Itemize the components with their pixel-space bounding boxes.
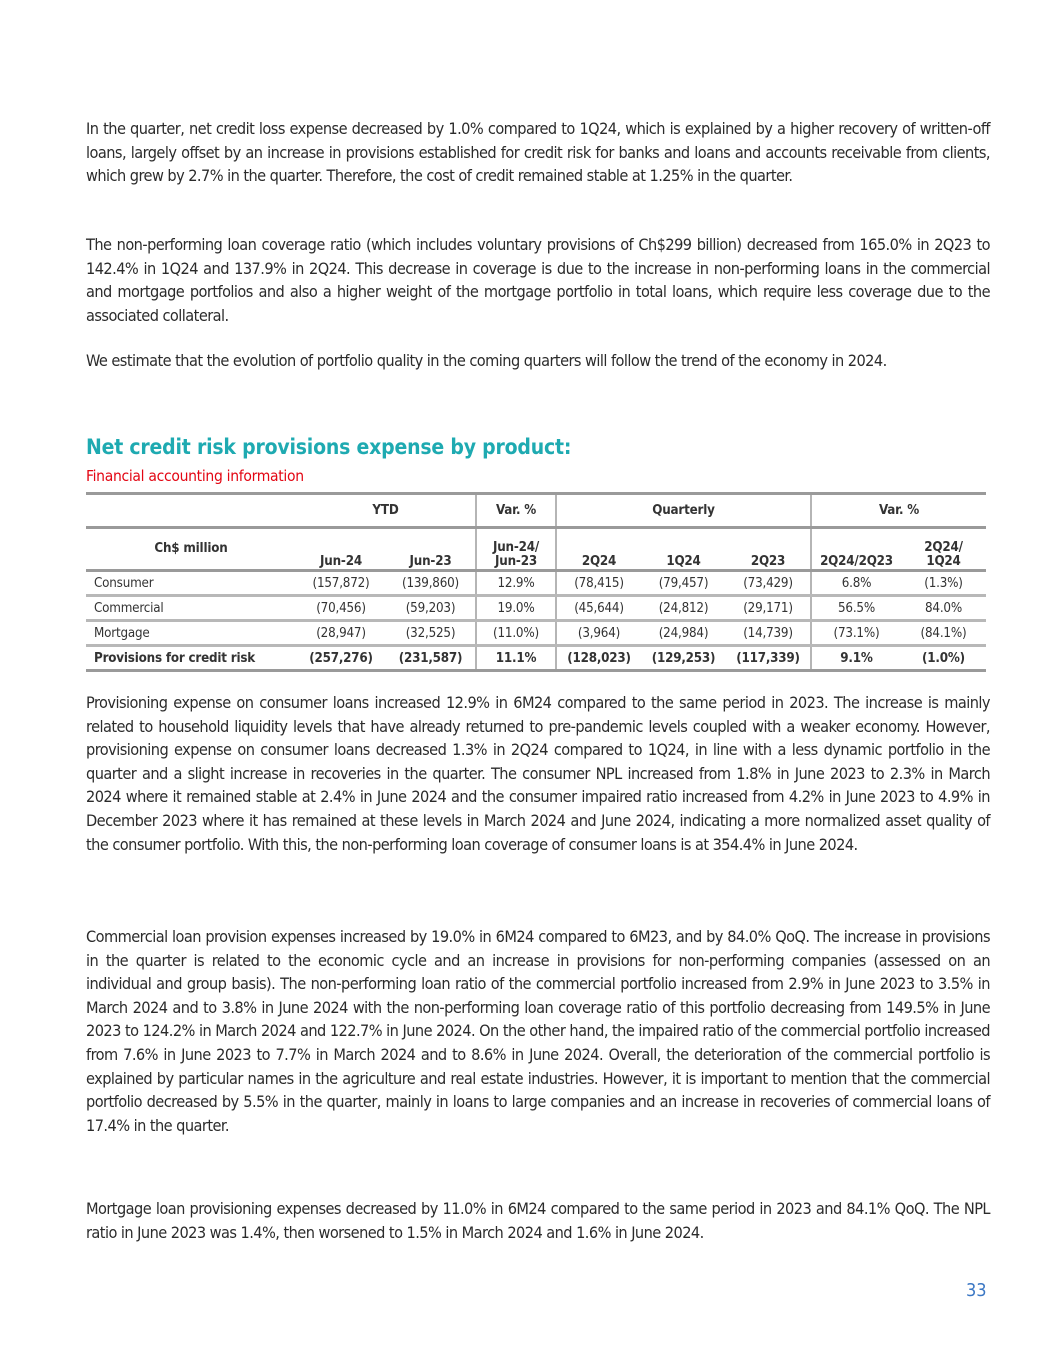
cell-2q24: (45,644) xyxy=(556,596,641,621)
table-column-header-row xyxy=(86,528,986,571)
column-header-var-ytd: Jun-24/ Jun-23 xyxy=(476,528,556,571)
cell-jun24: (257,276) xyxy=(296,646,386,671)
paragraph-commercial: Commercial loan provision expenses increased by 19.0% in 6M24 compared to 6M23, and by 84.0% QoQ. The increase in provisions in the quarter is related to the economic cycle and an increase in provisions for non-performing companies (assessed on an individual and group basis). The non-performing loan ratio of the commercial portfolio increased from 2.9% in June 2023 to 3.5% in March 2024 and to 3.8% in June 2024 with the non-performing loan coverage ratio of this portfolio decreasing from 149.5% in June 2023 to 124.2% in March 2024 and 122.7% in June 2024. On the other hand, the impaired ratio of the commercial portfolio increased from 7.6% in June 2023 to 7.7% in March 2024 and to 8.6% in June 2024. Overall, the deterioration of the commercial portfolio is explained by particular names in the agriculture and real estate industries. However, it is important to mention that the commercial portfolio decreased by 5.5% in the quarter, mainly in loans to large companies and an increase in recoveries of commercial loans of 17.4% in the quarter. xyxy=(86,927,990,1135)
table-header-empty xyxy=(86,494,296,528)
cell-2q23: (73,429) xyxy=(726,571,811,596)
cell-var-qoq: (1.3%) xyxy=(901,571,986,596)
section-subtitle: Financial accounting information xyxy=(86,467,304,485)
cell-var-ytd: 11.1% xyxy=(476,646,556,671)
table-row-total xyxy=(86,646,986,671)
provisions-table xyxy=(86,492,986,672)
group-header-quarterly: Quarterly xyxy=(556,494,811,528)
column-header-var-yoy: 2Q24/2Q23 xyxy=(811,528,901,571)
row-label: Provisions for credit risk xyxy=(86,646,296,671)
paragraph-outlook: We estimate that the evolution of portfolio quality in the coming quarters will follow the trend of the economy in 2024. xyxy=(86,351,887,370)
section-title: Net credit risk provisions expense by product: xyxy=(86,435,572,459)
cell-2q23: (117,339) xyxy=(726,646,811,671)
page-number: 33 xyxy=(966,1280,987,1301)
group-header-var-quarterly: Var. % xyxy=(811,494,986,528)
cell-var-yoy: 9.1% xyxy=(811,646,901,671)
cell-2q23: (29,171) xyxy=(726,596,811,621)
cell-jun23: (32,525) xyxy=(386,621,476,646)
paragraph-consumer: Provisioning expense on consumer loans increased 12.9% in 6M24 compared to the same period in 2023. The increase is mainly related to household liquidity levels that have already returned to pre-pandemic levels coupled with a weaker economy. However, provisioning expense on consumer loans decreased 1.3% in 2Q24 compared to 1Q24, in line with a less dynamic portfolio in the quarter and a slight increase in recoveries in the quarter. The consumer NPL increased from 1.8% in June 2023 to 2.3% in March 2024 where it remained stable at 2.4% in June 2024 and the consumer impaired ratio increased from 4.2% in June 2023 to 4.9% in December 2023 where it has remained at these levels in March 2024 and June 2024, indicating a more normalized asset quality of the consumer portfolio. With this, the non-performing loan coverage of consumer loans is at 354.4% in June 2024. xyxy=(86,693,990,854)
row-label: Mortgage xyxy=(86,621,296,646)
table-group-header-row xyxy=(86,494,986,528)
cell-jun23: (59,203) xyxy=(386,596,476,621)
cell-var-qoq: (84.1%) xyxy=(901,621,986,646)
column-header-jun24: Jun-24 xyxy=(296,528,386,571)
cell-var-ytd: 12.9% xyxy=(476,571,556,596)
cell-2q24: (128,023) xyxy=(556,646,641,671)
cell-var-qoq: (1.0%) xyxy=(901,646,986,671)
paragraph-credit-loss-quarter: In the quarter, net credit loss expense decreased by 1.0% compared to 1Q24, which is explained by a higher recovery of written-off loans, largely offset by an increase in provisions established for credit risk for banks and loans and accounts receivable from clients, which grew by 2.7% in the quarter. Therefore, the cost of credit remained stable at 1.25% in the quarter. xyxy=(86,119,990,186)
cell-2q23: (14,739) xyxy=(726,621,811,646)
cell-var-yoy: 6.8% xyxy=(811,571,901,596)
paragraph-mortgage: Mortgage loan provisioning expenses decreased by 11.0% in 6M24 compared to the same period in 2023 and 84.1% QoQ. The NPL ratio in June 2023 was 1.4%, then worsened to 1.5% in March 2024 and 1.6% in June 2024. xyxy=(86,1199,990,1242)
cell-jun24: (70,456) xyxy=(296,596,386,621)
cell-var-ytd: (11.0%) xyxy=(476,621,556,646)
cell-jun24: (157,872) xyxy=(296,571,386,596)
cell-var-qoq: 84.0% xyxy=(901,596,986,621)
cell-1q24: (24,984) xyxy=(641,621,726,646)
paragraph-npl-coverage: The non-performing loan coverage ratio (which includes voluntary provisions of Ch$299 billion) decreased from 165.0% in 2Q23 to 142.4% in 1Q24 and 137.9% in 2Q24. This decrease in coverage is due to the increase in non-performing loans in the commercial and mortgage portfolios and also a higher weight of the mortgage portfolio in total loans, which require less coverage due to the associated collateral. xyxy=(86,235,990,325)
cell-var-yoy: (73.1%) xyxy=(811,621,901,646)
group-header-ytd: YTD xyxy=(296,494,476,528)
column-header-jun23: Jun-23 xyxy=(386,528,476,571)
cell-1q24: (129,253) xyxy=(641,646,726,671)
cell-jun24: (28,947) xyxy=(296,621,386,646)
table-row-consumer xyxy=(86,571,986,596)
row-label: Commercial xyxy=(86,596,296,621)
cell-var-ytd: 19.0% xyxy=(476,596,556,621)
cell-2q24: (78,415) xyxy=(556,571,641,596)
table-row-mortgage xyxy=(86,621,986,646)
column-header-1q24: 1Q24 xyxy=(641,528,726,571)
group-header-var-ytd: Var. % xyxy=(476,494,556,528)
column-header-2q23: 2Q23 xyxy=(726,528,811,571)
table-row-commercial xyxy=(86,596,986,621)
cell-1q24: (24,812) xyxy=(641,596,726,621)
row-label: Consumer xyxy=(86,571,296,596)
column-header-var-qoq: 2Q24/ 1Q24 xyxy=(901,528,986,571)
column-header-2q24: 2Q24 xyxy=(556,528,641,571)
cell-var-yoy: 56.5% xyxy=(811,596,901,621)
cell-2q24: (3,964) xyxy=(556,621,641,646)
cell-1q24: (79,457) xyxy=(641,571,726,596)
cell-jun23: (231,587) xyxy=(386,646,476,671)
cell-jun23: (139,860) xyxy=(386,571,476,596)
column-header-label: Ch$ million xyxy=(86,528,296,571)
